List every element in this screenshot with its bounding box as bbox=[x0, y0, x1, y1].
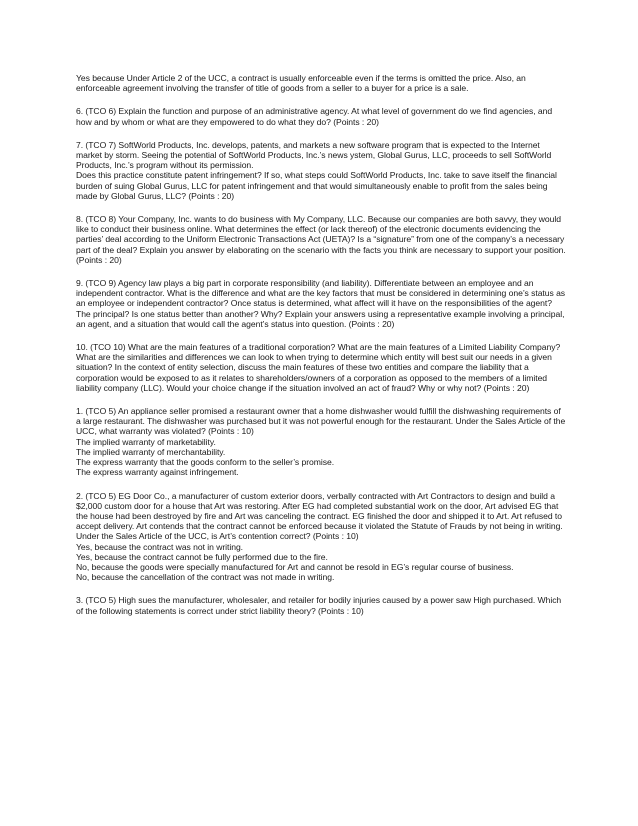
answer-option-text: The express warranty against infringement. bbox=[76, 467, 239, 478]
question-block bbox=[76, 491, 566, 583]
answer-option-text: No, because the cancellation of the contract was not made in writing. bbox=[76, 572, 335, 583]
question-block bbox=[76, 214, 566, 265]
question-block bbox=[76, 595, 566, 615]
paragraph-text: 8. (TCO 8) Your Company, Inc. wants to do business with My Company, LLC. Because our companies are both savvy, they would like to conduct their business online. What determines the effect (or lack thereof) of the electronic documents evidencing the parties’ deal according to the Uniform Electronic Transactions Act (UETA)? Is a “signature” from one of the company’s a necessary part of the deal? Explain you answer by elaborating on the scenario with the facts you think are necessary to support your position. (Points : 20) bbox=[76, 214, 566, 265]
question-block bbox=[76, 342, 566, 393]
answer-option-text: Yes, because the contract was not in writing. bbox=[76, 541, 244, 552]
paragraph-text: 9. (TCO 9) Agency law plays a big part in corporate responsibility (and liability). Differentiate between an employee and an independent contractor. What is the difference and what are the key factors that must be considered in determining one’s status as an employee or independent contractor? Once status is determined, what affect will it have on the responsibilities of the agent? The principal? Is one status better than another? Why? Explain your answers using a representative example involving a principal, an agent, and a situation that would call the agent’s status into question. (Points : 20) bbox=[76, 278, 566, 329]
answer-option-text: Yes, because the contract cannot be fully performed due to the fire. bbox=[76, 551, 328, 562]
question-block bbox=[76, 73, 566, 93]
answer-option-text: The implied warranty of merchantability. bbox=[76, 446, 226, 457]
paragraph-text: 3. (TCO 5) High sues the manufacturer, wholesaler, and retailer for bodily injuries caused by a power saw High purchased. Which of the following statements is correct under strict liability theory? (Points : 10) bbox=[76, 595, 562, 616]
paragraph-text: 10. (TCO 10) What are the main features of a traditional corporation? What are the main features of a Limited Liability Company? What are the similarities and differences we can look to when trying to determine which entity will best suit our needs in a given situation? In the context of entity selection, discuss the main features of these two entities and compare the liability that a corporation would be exposed to as it relates to shareholders/owners of a corporation as opposed to the members of a limited liability company (LLC). Would your choice change if the situation involved an act of fraud? Why or why not? (Points : 20) bbox=[76, 342, 561, 393]
question-block bbox=[76, 106, 566, 126]
answer-option-text: Does this practice constitute patent infringement? If so, what steps could SoftWorld Products, Inc. take to save itself the financial burden of suing Global Gurus, LLC for patent infringement and that would simultaneously enable to profit from the sales being made by Global Gurus, LLC? (Points : 20) bbox=[76, 170, 557, 201]
answer-option-text: No, because the goods were specially manufactured for Art and cannot be resold in EG’s regular course of business. bbox=[76, 561, 514, 572]
question-block bbox=[76, 278, 566, 329]
answer-option-text: The implied warranty of marketability. bbox=[76, 436, 216, 447]
paragraph-text: 1. (TCO 5) An appliance seller promised a restaurant owner that a home dishwasher would fulfill the dishwashing requirements of a large restaurant. The dishwasher was purchased but it was not powerful enough for the restaurant. Under the Sales Article of the UCC, what warranty was violated? (Points : 10) bbox=[76, 406, 566, 437]
question-block bbox=[76, 406, 566, 477]
paragraph-text: 7. (TCO 7) SoftWorld Products, Inc. develops, patents, and markets a new software program that is expected to the Internet market by storm. Seeing the potential of SoftWorld Products, Inc.’s news ystem, Global Gurus, LLC, proceeds to sell SoftWorld Products, Inc.’s program without its permission. bbox=[76, 139, 552, 171]
question-block bbox=[76, 140, 566, 201]
answer-option-text: The express warranty that the goods conform to the seller’s promise. bbox=[76, 457, 335, 468]
paragraph-text: 6. (TCO 6) Explain the function and purpose of an administrative agency. At what level of government do we find agencies, and how and by whom or what are they empowered to do what they do? (Points : 20) bbox=[76, 106, 553, 127]
paragraph-text: Yes because Under Article 2 of the UCC, a contract is usually enforceable even if the terms is omitted the price. Also, an enforceable agreement involving the transfer of title of goods from a seller to a buyer for a price is a sale. bbox=[76, 73, 526, 94]
document-body bbox=[76, 73, 566, 629]
paragraph-text: 2. (TCO 5) EG Door Co., a manufacturer of custom exterior doors, verbally contracted with Art Contractors to design and build a $2,000 custom door for a house that Art was restoring. After EG had completed substantial work on the door, Art advised EG that the house had been destroyed by fire and Art was canceling the contract. EG finished the door and shipped it to Art. Art refused to accept delivery. Art contends that the contract cannot be enforced because it violated the Statute of Frauds by not being in writing. Under the Sales Article of the UCC, is Art’s contention correct? (Points : 10) bbox=[76, 490, 563, 542]
